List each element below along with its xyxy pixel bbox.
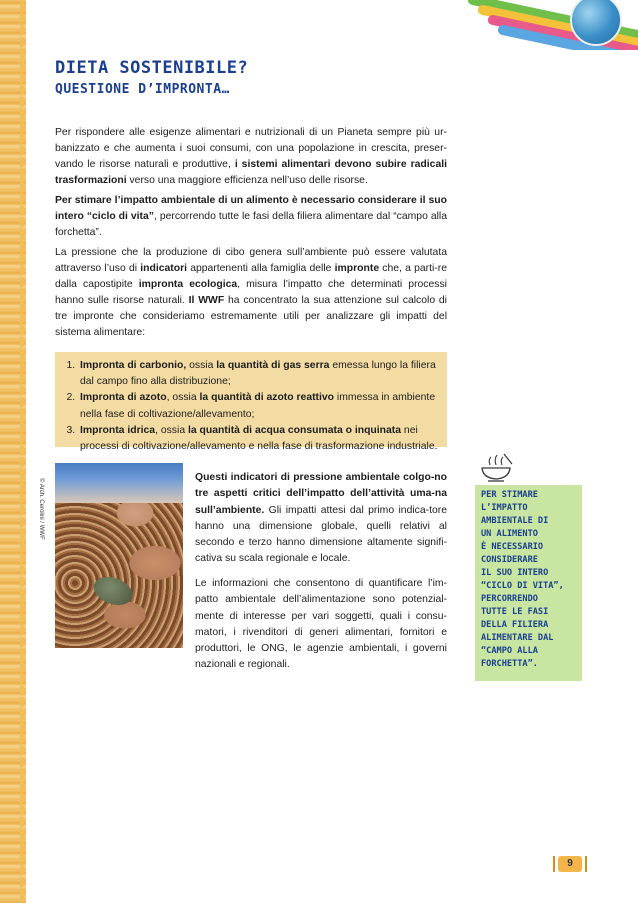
list-item: 2. Impronta di azoto, ossia la quantità di azoto reattivo immessa in ambiente nella fase di coltivazione/allevamento; [78, 390, 439, 422]
callout-line: L’IMPATTO [481, 503, 528, 513]
bowl-icon [476, 450, 516, 484]
paragraph-stakeholders: Le informazioni che consentono di quantificare l’im-patto ambientale dell’alimentazione sono potenzial-mente di interesse per vari soggetti, quali i consu-matori, i rivenditori di generi alimentari, fornitori e produttori, le ONG, le agenzie ambientali, i governi nazionali e regionali. [195, 578, 447, 671]
paragraph-indicators: La pressione che la produzione di cibo genera sull’ambiente può essere valutata attraverso l’uso di indicatori appartenenti alla famiglia delle impronte che, a parti-re dalla capostipite impronta ecologica, misura l’impatto che determinati processi hanno sulle risorse naturali. Il WWF ha concentrato la sua attenzione sul calcolo di tre impronte che consideriamo estremamente utili per analizzare gli impatti del sistema alimentare: [55, 247, 448, 338]
page-subtitle: QUESTIONE D’IMPRONTA… [55, 82, 230, 97]
photo-grinding-stone [90, 572, 136, 610]
callout-line: “CAMPO ALLA [481, 646, 538, 656]
paragraph-critical-aspects: Questi indicatori di pressione ambientale colgo-no tre aspetti critici dell’impatto dell’attività uma-na sull’ambiente. Gli impatti attesi dal primo indica-tore hanno una dimensione globale, quelli relativi al secondo e terzo hanno dimensione altamente signifi-cativa su scala regionale e locale. [195, 472, 447, 565]
callout-line: CONSIDERARE [481, 555, 538, 565]
footprint-list-box [55, 352, 447, 453]
sidebar-callout [475, 485, 582, 681]
callout-line: TUTTE LE FASI [481, 607, 549, 617]
callout-line: UN ALIMENTO [481, 529, 538, 539]
page-title: DIETA SOSTENIBILE? [55, 58, 249, 78]
callout-line: ALIMENTARE DAL [481, 633, 554, 643]
paragraph-life-cycle: Per stimare l’impatto ambientale di un alimento è necessario considerare il suo intero “ciclo di vita”, percorrendo tutte le fasi della filiera alimentare dal “campo alla forchetta”. [55, 195, 447, 238]
callout-line: PERCORRENDO [481, 594, 538, 604]
callout-line: PER STIMARE [481, 490, 538, 500]
footprint-list [64, 358, 439, 455]
paragraph-intro: Per rispondere alle esigenze alimentari e nutrizionali di un Pianeta sempre più ur-banizzato e che aumenta i suoi consumi, con una popolazione in crescita, preser-vando le risorse naturali e produttive, i sistemi alimentari devono subire radicali trasformazioni verso una maggiore efficienza nell’uso delle risorse. [55, 127, 447, 186]
decorative-header-graphic [448, 0, 638, 50]
list-item: 1. Impronta di carbonio, ossia la quantità di gas serra emessa lungo la filiera dal campo fino alla distribuzione; [78, 358, 439, 390]
photo-cloth [55, 463, 183, 503]
callout-line: DELLA FILIERA [481, 620, 549, 630]
list-item: 3. Impronta idrica, ossia la quantità di acqua consumata o inquinata nei processi di coltivazione/allevamento e nella fase di trasformazione industriale. [78, 423, 439, 455]
photo-credit: © Arch. Cerolini / WWF [38, 478, 44, 540]
callout-line: “CICLO DI VITA”, [481, 581, 564, 591]
torn-paper-edge [0, 0, 26, 903]
callout-line: AMBIENTALE DI [481, 516, 549, 526]
callout-line: È NECESSARIO [481, 542, 544, 552]
page-number: 9 [558, 856, 582, 872]
callout-line: FORCHETTA”. [481, 659, 538, 669]
photo-hands-grinding [55, 463, 183, 648]
callout-line: IL SUO INTERO [481, 568, 549, 578]
